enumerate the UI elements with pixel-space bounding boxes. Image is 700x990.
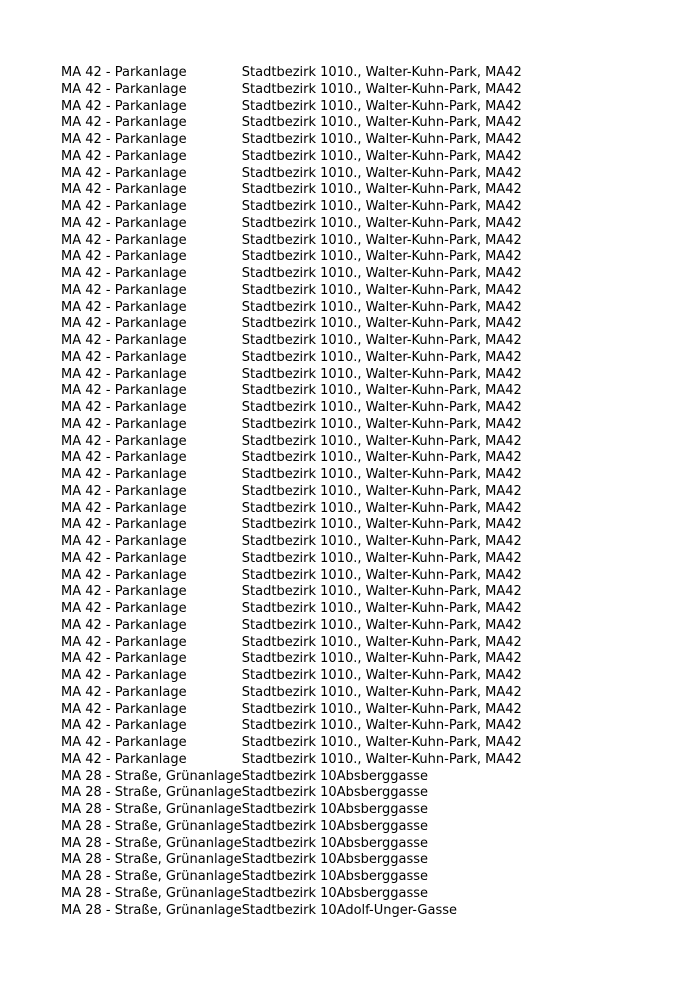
table-row xyxy=(61,132,537,149)
district-cell: Stadtbezirk 10 xyxy=(241,65,337,80)
location-cell: 10., Walter-Kuhn-Park, MA42 xyxy=(336,333,522,348)
department-cell: MA 42 - Parkanlage xyxy=(61,115,187,131)
table-row xyxy=(61,635,537,652)
table-row xyxy=(61,584,537,601)
table-row xyxy=(61,182,537,199)
department-cell: MA 42 - Parkanlage xyxy=(61,567,187,583)
table-row xyxy=(61,467,537,484)
district-cell: Stadtbezirk 10 xyxy=(241,132,337,147)
district-cell: Stadtbezirk 10 xyxy=(241,885,337,901)
location-cell: 10., Walter-Kuhn-Park, MA42 xyxy=(336,65,522,80)
department-cell: MA 28 - Straße, Grünanlage xyxy=(61,835,242,851)
department-cell: MA 42 - Parkanlage xyxy=(61,467,187,482)
district-cell: Stadtbezirk 10 xyxy=(241,282,337,298)
table-row xyxy=(61,752,537,769)
table-row xyxy=(61,434,537,451)
table-row xyxy=(61,819,537,836)
location-cell: 10., Walter-Kuhn-Park, MA42 xyxy=(336,668,522,683)
location-cell: 10., Walter-Kuhn-Park, MA42 xyxy=(336,165,522,181)
department-cell: MA 42 - Parkanlage xyxy=(61,215,187,231)
location-cell: 10., Walter-Kuhn-Park, MA42 xyxy=(336,450,522,466)
department-cell: MA 28 - Straße, Grünanlage xyxy=(61,852,242,868)
district-cell: Stadtbezirk 10 xyxy=(241,751,337,767)
district-cell: Stadtbezirk 10 xyxy=(241,366,337,382)
table-row xyxy=(61,668,537,685)
department-cell: MA 28 - Straße, Grünanlage xyxy=(61,768,242,784)
records-table xyxy=(61,65,537,919)
district-cell: Stadtbezirk 10 xyxy=(241,81,337,97)
district-cell: Stadtbezirk 10 xyxy=(241,400,337,415)
location-cell: 10., Walter-Kuhn-Park, MA42 xyxy=(336,383,522,399)
district-cell: Stadtbezirk 10 xyxy=(241,165,337,181)
department-cell: MA 42 - Parkanlage xyxy=(61,199,187,214)
department-cell: MA 42 - Parkanlage xyxy=(61,433,187,449)
table-row xyxy=(61,333,537,350)
table-row xyxy=(61,785,537,802)
table-row xyxy=(61,702,537,719)
department-cell: MA 42 - Parkanlage xyxy=(61,668,187,683)
table-row xyxy=(61,869,537,886)
department-cell: MA 42 - Parkanlage xyxy=(61,416,187,432)
location-cell: 10., Walter-Kuhn-Park, MA42 xyxy=(336,651,522,667)
district-cell: Stadtbezirk 10 xyxy=(241,148,337,164)
department-cell: MA 42 - Parkanlage xyxy=(61,684,187,700)
department-cell: MA 42 - Parkanlage xyxy=(61,349,187,365)
location-cell: Absberggasse xyxy=(336,869,428,884)
district-cell: Stadtbezirk 10 xyxy=(241,735,337,750)
location-cell: 10., Walter-Kuhn-Park, MA42 xyxy=(336,433,522,449)
district-cell: Stadtbezirk 10 xyxy=(241,601,337,616)
location-cell: 10., Walter-Kuhn-Park, MA42 xyxy=(336,567,522,583)
location-cell: 10., Walter-Kuhn-Park, MA42 xyxy=(336,299,522,315)
table-row xyxy=(61,501,537,518)
table-row xyxy=(61,82,537,99)
department-cell: MA 42 - Parkanlage xyxy=(61,148,187,164)
location-cell: 10., Walter-Kuhn-Park, MA42 xyxy=(336,416,522,432)
table-row xyxy=(61,718,537,735)
table-row xyxy=(61,903,537,920)
department-cell: MA 42 - Parkanlage xyxy=(61,98,187,114)
location-cell: 10., Walter-Kuhn-Park, MA42 xyxy=(336,182,522,198)
table-row xyxy=(61,249,537,266)
records-body xyxy=(61,65,537,919)
location-cell: 10., Walter-Kuhn-Park, MA42 xyxy=(336,266,522,281)
table-row xyxy=(61,484,537,501)
district-cell: Stadtbezirk 10 xyxy=(241,802,337,817)
district-cell: Stadtbezirk 10 xyxy=(241,902,337,918)
district-cell: Stadtbezirk 10 xyxy=(241,416,337,432)
department-cell: MA 28 - Straße, Grünanlage xyxy=(61,785,242,801)
department-cell: MA 42 - Parkanlage xyxy=(61,65,187,80)
table-row xyxy=(61,886,537,903)
location-cell: Absberggasse xyxy=(336,785,428,801)
location-cell: 10., Walter-Kuhn-Park, MA42 xyxy=(336,316,522,332)
department-cell: MA 42 - Parkanlage xyxy=(61,534,187,549)
table-row xyxy=(61,350,537,367)
district-cell: Stadtbezirk 10 xyxy=(241,232,337,248)
department-cell: MA 42 - Parkanlage xyxy=(61,400,187,415)
location-cell: 10., Walter-Kuhn-Park, MA42 xyxy=(336,550,522,566)
location-cell: 10., Walter-Kuhn-Park, MA42 xyxy=(336,617,522,633)
table-row xyxy=(61,199,537,216)
department-cell: MA 42 - Parkanlage xyxy=(61,282,187,298)
department-cell: MA 42 - Parkanlage xyxy=(61,617,187,633)
location-cell: Adolf-Unger-Gasse xyxy=(336,902,457,918)
location-cell: Absberggasse xyxy=(336,835,428,851)
department-cell: MA 42 - Parkanlage xyxy=(61,132,187,147)
department-cell: MA 42 - Parkanlage xyxy=(61,182,187,198)
department-cell: MA 42 - Parkanlage xyxy=(61,701,187,717)
department-cell: MA 42 - Parkanlage xyxy=(61,316,187,332)
department-cell: MA 42 - Parkanlage xyxy=(61,550,187,566)
department-cell: MA 42 - Parkanlage xyxy=(61,500,187,516)
department-cell: MA 42 - Parkanlage xyxy=(61,517,187,533)
location-cell: Absberggasse xyxy=(336,885,428,901)
table-row xyxy=(61,115,537,132)
table-row xyxy=(61,685,537,702)
department-cell: MA 42 - Parkanlage xyxy=(61,735,187,750)
department-cell: MA 42 - Parkanlage xyxy=(61,634,187,650)
table-row xyxy=(61,216,537,233)
department-cell: MA 42 - Parkanlage xyxy=(61,165,187,181)
location-cell: 10., Walter-Kuhn-Park, MA42 xyxy=(336,249,522,265)
department-cell: MA 42 - Parkanlage xyxy=(61,751,187,767)
table-row xyxy=(61,534,537,551)
table-row xyxy=(61,450,537,467)
location-cell: 10., Walter-Kuhn-Park, MA42 xyxy=(336,232,522,248)
location-cell: 10., Walter-Kuhn-Park, MA42 xyxy=(336,684,522,700)
district-cell: Stadtbezirk 10 xyxy=(241,684,337,700)
district-cell: Stadtbezirk 10 xyxy=(241,701,337,717)
district-cell: Stadtbezirk 10 xyxy=(241,316,337,332)
department-cell: MA 42 - Parkanlage xyxy=(61,601,187,616)
table-row xyxy=(61,166,537,183)
location-cell: Absberggasse xyxy=(336,802,428,817)
district-cell: Stadtbezirk 10 xyxy=(241,333,337,348)
table-row xyxy=(61,149,537,166)
location-cell: 10., Walter-Kuhn-Park, MA42 xyxy=(336,282,522,298)
table-row xyxy=(61,417,537,434)
table-row xyxy=(61,233,537,250)
location-cell: 10., Walter-Kuhn-Park, MA42 xyxy=(336,199,522,214)
department-cell: MA 42 - Parkanlage xyxy=(61,266,187,281)
district-cell: Stadtbezirk 10 xyxy=(241,668,337,683)
district-cell: Stadtbezirk 10 xyxy=(241,450,337,466)
department-cell: MA 28 - Straße, Grünanlage xyxy=(61,885,242,901)
table-row xyxy=(61,266,537,283)
location-cell: Absberggasse xyxy=(336,852,428,868)
department-cell: MA 42 - Parkanlage xyxy=(61,81,187,97)
department-cell: MA 42 - Parkanlage xyxy=(61,232,187,248)
table-row xyxy=(61,852,537,869)
district-cell: Stadtbezirk 10 xyxy=(241,584,337,600)
district-cell: Stadtbezirk 10 xyxy=(241,483,337,499)
district-cell: Stadtbezirk 10 xyxy=(241,467,337,482)
district-cell: Stadtbezirk 10 xyxy=(241,651,337,667)
district-cell: Stadtbezirk 10 xyxy=(241,634,337,650)
table-row xyxy=(61,618,537,635)
district-cell: Stadtbezirk 10 xyxy=(241,215,337,231)
location-cell: 10., Walter-Kuhn-Park, MA42 xyxy=(336,601,522,616)
location-cell: 10., Walter-Kuhn-Park, MA42 xyxy=(336,718,522,734)
table-row xyxy=(61,283,537,300)
table-row xyxy=(61,383,537,400)
table-row xyxy=(61,300,537,317)
district-cell: Stadtbezirk 10 xyxy=(241,349,337,365)
location-cell: 10., Walter-Kuhn-Park, MA42 xyxy=(336,366,522,382)
department-cell: MA 42 - Parkanlage xyxy=(61,383,187,399)
location-cell: 10., Walter-Kuhn-Park, MA42 xyxy=(336,215,522,231)
department-cell: MA 28 - Straße, Grünanlage xyxy=(61,818,242,834)
table-row xyxy=(61,802,537,819)
district-cell: Stadtbezirk 10 xyxy=(241,785,337,801)
district-cell: Stadtbezirk 10 xyxy=(241,617,337,633)
location-cell: 10., Walter-Kuhn-Park, MA42 xyxy=(336,751,522,767)
location-cell: 10., Walter-Kuhn-Park, MA42 xyxy=(336,115,522,131)
location-cell: Absberggasse xyxy=(336,768,428,784)
district-cell: Stadtbezirk 10 xyxy=(241,383,337,399)
location-cell: 10., Walter-Kuhn-Park, MA42 xyxy=(336,400,522,415)
department-cell: MA 28 - Straße, Grünanlage xyxy=(61,802,242,817)
district-cell: Stadtbezirk 10 xyxy=(241,249,337,265)
table-row xyxy=(61,769,537,786)
department-cell: MA 42 - Parkanlage xyxy=(61,584,187,600)
department-cell: MA 42 - Parkanlage xyxy=(61,299,187,315)
table-row xyxy=(61,651,537,668)
department-cell: MA 28 - Straße, Grünanlage xyxy=(61,869,242,884)
table-row xyxy=(61,601,537,618)
location-cell: 10., Walter-Kuhn-Park, MA42 xyxy=(336,634,522,650)
district-cell: Stadtbezirk 10 xyxy=(241,550,337,566)
table-row xyxy=(61,568,537,585)
department-cell: MA 28 - Straße, Grünanlage xyxy=(61,902,242,918)
district-cell: Stadtbezirk 10 xyxy=(241,534,337,549)
district-cell: Stadtbezirk 10 xyxy=(241,718,337,734)
district-cell: Stadtbezirk 10 xyxy=(241,567,337,583)
district-cell: Stadtbezirk 10 xyxy=(241,199,337,214)
department-cell: MA 42 - Parkanlage xyxy=(61,333,187,348)
location-cell: 10., Walter-Kuhn-Park, MA42 xyxy=(336,701,522,717)
table-row xyxy=(61,551,537,568)
district-cell: Stadtbezirk 10 xyxy=(241,115,337,131)
district-cell: Stadtbezirk 10 xyxy=(241,852,337,868)
location-cell: 10., Walter-Kuhn-Park, MA42 xyxy=(336,81,522,97)
location-cell: 10., Walter-Kuhn-Park, MA42 xyxy=(336,148,522,164)
table-row xyxy=(61,517,537,534)
location-cell: 10., Walter-Kuhn-Park, MA42 xyxy=(336,735,522,750)
district-cell: Stadtbezirk 10 xyxy=(241,433,337,449)
table-row xyxy=(61,400,537,417)
department-cell: MA 42 - Parkanlage xyxy=(61,483,187,499)
location-cell: 10., Walter-Kuhn-Park, MA42 xyxy=(336,584,522,600)
location-cell: 10., Walter-Kuhn-Park, MA42 xyxy=(336,467,522,482)
district-cell: Stadtbezirk 10 xyxy=(241,182,337,198)
location-cell: 10., Walter-Kuhn-Park, MA42 xyxy=(336,132,522,147)
district-cell: Stadtbezirk 10 xyxy=(241,98,337,114)
table-row xyxy=(61,836,537,853)
location-cell: 10., Walter-Kuhn-Park, MA42 xyxy=(336,349,522,365)
district-cell: Stadtbezirk 10 xyxy=(241,517,337,533)
district-cell: Stadtbezirk 10 xyxy=(241,500,337,516)
department-cell: MA 42 - Parkanlage xyxy=(61,366,187,382)
district-cell: Stadtbezirk 10 xyxy=(241,818,337,834)
table-row xyxy=(61,735,537,752)
location-cell: 10., Walter-Kuhn-Park, MA42 xyxy=(336,500,522,516)
department-cell: MA 42 - Parkanlage xyxy=(61,249,187,265)
location-cell: 10., Walter-Kuhn-Park, MA42 xyxy=(336,98,522,114)
department-cell: MA 42 - Parkanlage xyxy=(61,450,187,466)
district-cell: Stadtbezirk 10 xyxy=(241,299,337,315)
location-cell: 10., Walter-Kuhn-Park, MA42 xyxy=(336,517,522,533)
department-cell: MA 42 - Parkanlage xyxy=(61,718,187,734)
table-row xyxy=(61,99,537,116)
location-cell: Absberggasse xyxy=(336,818,428,834)
table-row xyxy=(61,316,537,333)
location-cell: 10., Walter-Kuhn-Park, MA42 xyxy=(336,483,522,499)
table-row xyxy=(61,367,537,384)
district-cell: Stadtbezirk 10 xyxy=(241,869,337,884)
district-cell: Stadtbezirk 10 xyxy=(241,768,337,784)
table-row xyxy=(61,65,537,82)
district-cell: Stadtbezirk 10 xyxy=(241,266,337,281)
location-cell: 10., Walter-Kuhn-Park, MA42 xyxy=(336,534,522,549)
department-cell: MA 42 - Parkanlage xyxy=(61,651,187,667)
district-cell: Stadtbezirk 10 xyxy=(241,835,337,851)
